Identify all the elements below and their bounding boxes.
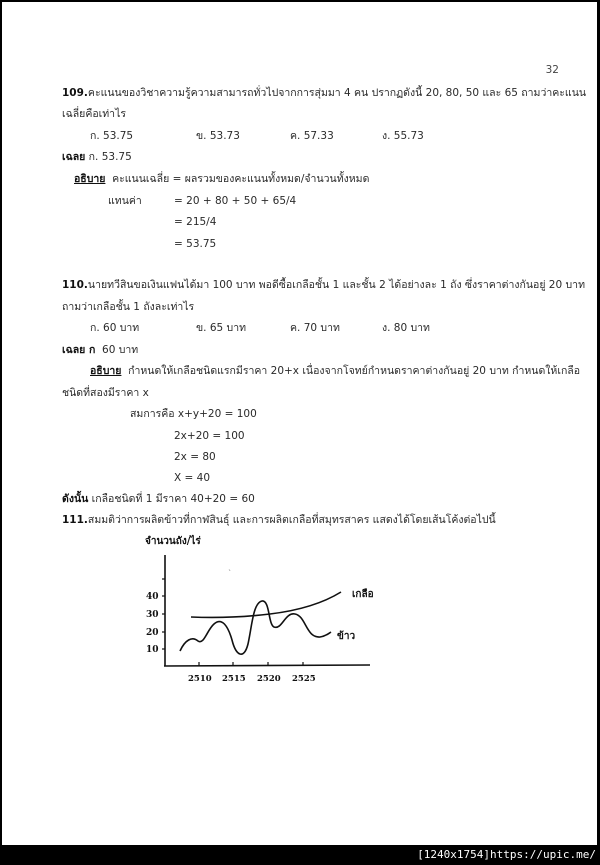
q109-explain-label: อธิบาย — [74, 173, 106, 185]
q110-choice-a: ก. 60 บาท — [90, 322, 140, 334]
q109-substitute-label: แทนค่า — [108, 195, 142, 207]
q109-number: 109. — [62, 87, 88, 99]
q109-text: คะแนนของวิชาความรู้ความสามารถทั่วไปจากการสุ่มมา 4 คน ปรากฏดังนี้ 20, 80, 50 และ 65 ถามว่าคะแนน — [87, 87, 587, 99]
q109-choice-c: ค. 57.33 — [290, 130, 334, 142]
svg-text:2515: 2515 — [222, 674, 246, 684]
q110-answer-label: เฉลย ก — [62, 344, 96, 356]
q110-choice-b: ข. 65 บาท — [196, 322, 247, 334]
svg-text:2510: 2510 — [188, 674, 212, 684]
q110-explain-line2: ชนิดที่สองมีราคา x — [62, 387, 149, 399]
y-tick-labels — [146, 592, 159, 655]
q110-text: นายทวีสินขอเงินแฟนได้มา 100 บาท พอดีซื้อเกลือชั้น 1 และชั้น 2 ได้อย่างละ 1 ถัง ซึ่งราคาต่างกันอยู่ 20 บาท — [87, 279, 585, 291]
svg-text:10: 10 — [146, 645, 159, 655]
q111-text: สมมติว่าการผลิตข้าวที่กาฬสินธุ์ และการผลิตเกลือที่สมุทรสาคร แสดงได้โดยเส้นโค้งต่อไปนี้ — [87, 514, 496, 526]
stray-mark: ˋ — [228, 569, 232, 578]
q110-answer-value: 60 บาท — [102, 344, 139, 356]
svg-text:2525: 2525 — [292, 674, 316, 684]
q109-step-3: = 53.75 — [174, 238, 217, 250]
q109-choice-b: ข. 53.73 — [196, 130, 240, 142]
q110-explain-label: อธิบาย — [90, 365, 122, 377]
q109-explain-text: คะแนนเฉลี่ย = ผลรวมของคะแนนทั้งหมด/จำนวนทั้งหมด — [112, 173, 370, 185]
svg-text:20: 20 — [146, 628, 159, 638]
x-axis — [164, 665, 370, 666]
page-number: 32 — [545, 64, 559, 76]
q109-step-2: = 215/4 — [174, 216, 217, 228]
q111-number: 111. — [62, 514, 88, 526]
q109-answer-value: ก. 53.75 — [88, 151, 132, 163]
svg-text:30: 30 — [146, 610, 159, 620]
q110-number: 110. — [62, 279, 88, 291]
legend-rice: ข้าว — [337, 631, 356, 642]
x-tick-labels — [188, 674, 316, 684]
svg-text:40: 40 — [146, 592, 159, 602]
chart-ylabel: จำนวนถัง/ไร่ — [145, 536, 201, 547]
q110-conclusion-text: เกลือชนิดที่ 1 มีราคา 40+20 = 60 — [91, 493, 255, 505]
q110-step-2: 2x = 80 — [174, 451, 216, 463]
legend-salt: เกลือ — [352, 589, 374, 600]
q109-answer-label: เฉลย — [62, 151, 86, 163]
q110-line2: ถามว่าเกลือชั้น 1 ถังละเท่าไร — [62, 301, 195, 313]
q110-explain-text: กำหนดให้เกลือชนิดแรกมีราคา 20+x เนื่องจากโจทย์กำหนดราคาต่างกันอยู่ 20 บาท กำหนดให้เกลือ — [128, 365, 581, 377]
watermark: [1240x1754]https://upic.me/ — [417, 848, 596, 861]
q109-step-1: = 20 + 80 + 50 + 65/4 — [174, 195, 297, 207]
q110-choice-c: ค. 70 บาท — [290, 322, 340, 334]
q110-equation: สมการคือ x+y+20 = 100 — [130, 408, 257, 420]
svg-text:2520: 2520 — [257, 674, 281, 684]
q110-step-3: X = 40 — [174, 472, 211, 484]
q110-choice-d: ง. 80 บาท — [382, 322, 430, 334]
q109-line2: เฉลี่ยคือเท่าไร — [62, 108, 126, 120]
q109-choice-a: ก. 53.75 — [90, 130, 134, 142]
q109-choice-d: ง. 55.73 — [382, 130, 424, 142]
q110-conclusion-label: ดังนั้น — [62, 493, 89, 505]
production-chart — [2, 2, 597, 845]
series-rice-line — [180, 601, 331, 654]
document-page — [2, 2, 597, 845]
q110-step-1: 2x+20 = 100 — [174, 430, 245, 442]
